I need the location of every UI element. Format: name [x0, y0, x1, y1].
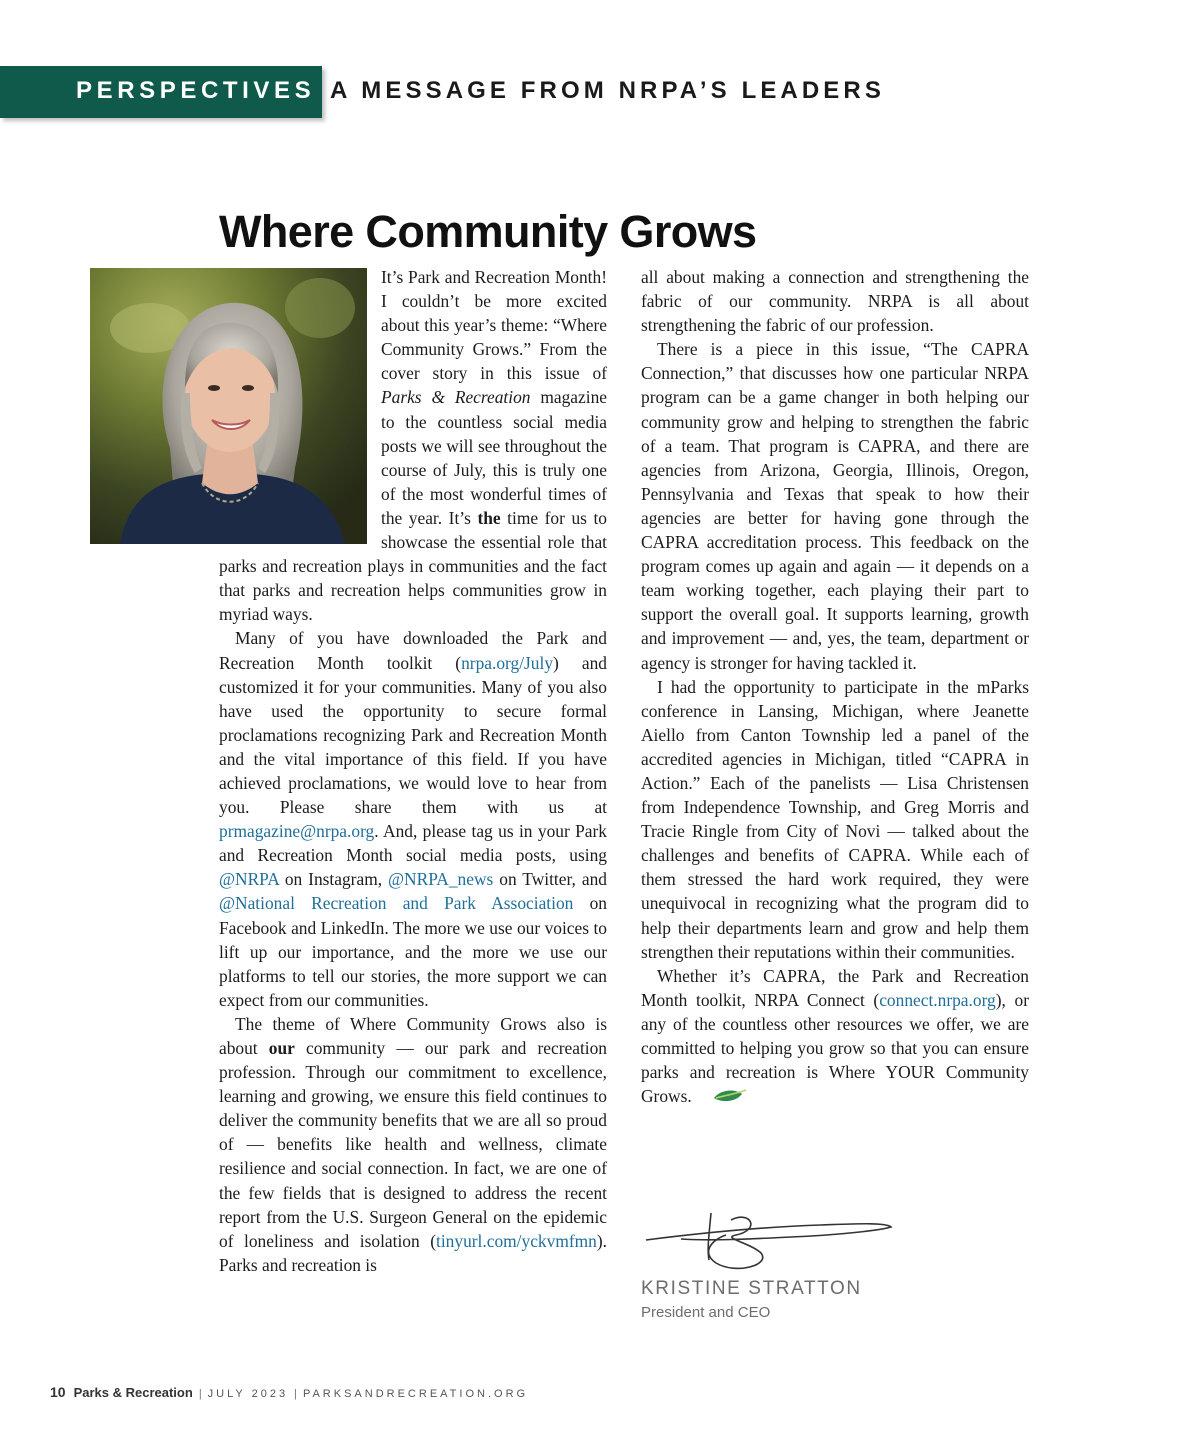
link-facebook[interactable]: @National Recreation and Park Association	[219, 893, 574, 914]
link-nrpa-connect[interactable]: connect.nrpa.org	[879, 989, 996, 1010]
body-paragraph: I had the opportunity to participate in the mParks conference in Lansing, Michigan, where Jeanette Aiello from Canton Township led a panel of the accredited agencies in Michigan, titled “CAPRA in Action.” Each of the panelists — Lisa Christensen from Independence Township, and Greg Morris and Tracie Ringle from City of Novi — talked about the challenges and benefits of CAPRA. While each of them stressed the hard work required, they were unequivocal in recognizing what the program did to help their departments learn and grow and help them strengthen their reputations within their communities.	[641, 676, 1029, 962]
article-column-1	[219, 265, 607, 1277]
body-paragraph: Many of you have downloaded the Park and Recreation Month toolkit (nrpa.org/July) and customized it for your communities. Many of you also have used the opportunity to secure formal proclamations recognizing Park and Recreation Month and the vital importance of this field. If you have achieved proclamations, we would love to hear from you. Please share them with us at prmagazine@nrpa.org. And, please tag us in your Park and Recreation Month social media posts, using @NRPA on Instagram, @NRPA_news on Twitter, and @National Recreation and Park Association on Facebook and LinkedIn. The more we use our voices to lift up our importance, and the more we use our platforms to tell our stories, the more support we can expect from our communities.	[219, 628, 607, 1010]
website: PARKSANDRECREATION.ORG	[302, 1388, 529, 1400]
article-headline: Where Community Grows	[219, 206, 757, 257]
link-twitter[interactable]: @NRPA_news	[388, 869, 494, 890]
portrait-photo	[90, 268, 367, 544]
body-paragraph: all about making a connection and strengthening the fabric of our community. NRPA is all about strengthening the fabric of our profession.	[641, 267, 1029, 336]
page-number: 10	[50, 1384, 66, 1400]
page-footer	[50, 1384, 528, 1402]
section-kicker: PERSPECTIVES	[76, 77, 316, 104]
link-surgeon-report[interactable]: tinyurl.com/yckvmfmn	[436, 1230, 597, 1251]
body-paragraph: The theme of Where Community Grows also is about our community — our park and recreation profession. Through our commitment to excellence, learning and growing, we ensure this field continues to deliver the community benefits that we are all so proud of — benefits like health and wellness, climate resilience and social connection. In fact, we are one of the few fields that is designed to address the recent report from the U.S. Surgeon General on the epidemic of loneliness and isolation (tinyurl.com/yckvmfmn). Parks and recreation is	[219, 1013, 608, 1275]
link-toolkit[interactable]: nrpa.org/July	[461, 652, 554, 673]
magazine-name: Parks & Recreation	[73, 1385, 193, 1400]
portrait-illustration	[90, 268, 367, 544]
body-paragraph: There is a piece in this issue, “The CAPRA Connection,” that discusses how one particular NRPA program can be a game changer in both helping our community grow and helping to strengthen the fabric of a team. That program is CAPRA, and there are agencies from Arizona, Georgia, Illinois, Oregon, Pennsylvania and Texas that speak to how their agencies are better for having gone through the CAPRA accreditation process. This feedback on the program comes up again and again — it depends on a team working together, each playing their part to support the overall goal. It supports learning, growth and improvement — and, yes, the team, department or agency is stronger for having tackled it.	[641, 339, 1029, 673]
section-subtitle: A MESSAGE FROM NRPA’S LEADERS	[330, 77, 885, 104]
signature-graphic	[641, 1205, 901, 1280]
author-title: President and CEO	[641, 1304, 771, 1321]
author-name: KRISTINE STRATTON	[641, 1278, 862, 1299]
footer-separator: |	[294, 1388, 297, 1400]
link-email[interactable]: prmagazine@nrpa.org	[219, 821, 375, 842]
issue-date: JULY 2023	[207, 1388, 289, 1400]
article-column-2	[641, 265, 1029, 1110]
link-instagram[interactable]: @NRPA	[219, 869, 279, 890]
body-paragraph: Whether it’s CAPRA, the Park and Recreation Month toolkit, NRPA Connect (connect.nrpa.org), or any of the countless other resources we offer, we are committed to helping you grow so that you can ensure parks and recreation is Where YOUR Community Grows.	[641, 964, 1029, 1111]
leaf-icon	[696, 1086, 748, 1110]
footer-separator: |	[198, 1388, 202, 1400]
body-paragraph: It’s Park and Recreation Month! I couldn’t be more excited about this year’s theme: “Where Community Grows.” From the cover story in this issue of Parks & Recreation magazine to the countless social media posts we will see throughout the course of July, this is truly one of the most wonderful times of the year. It’s the time for us to showcase the essential role that parks and recreation plays in communities and the fact that parks and recreation helps communities grow in myriad ways.	[219, 267, 607, 625]
